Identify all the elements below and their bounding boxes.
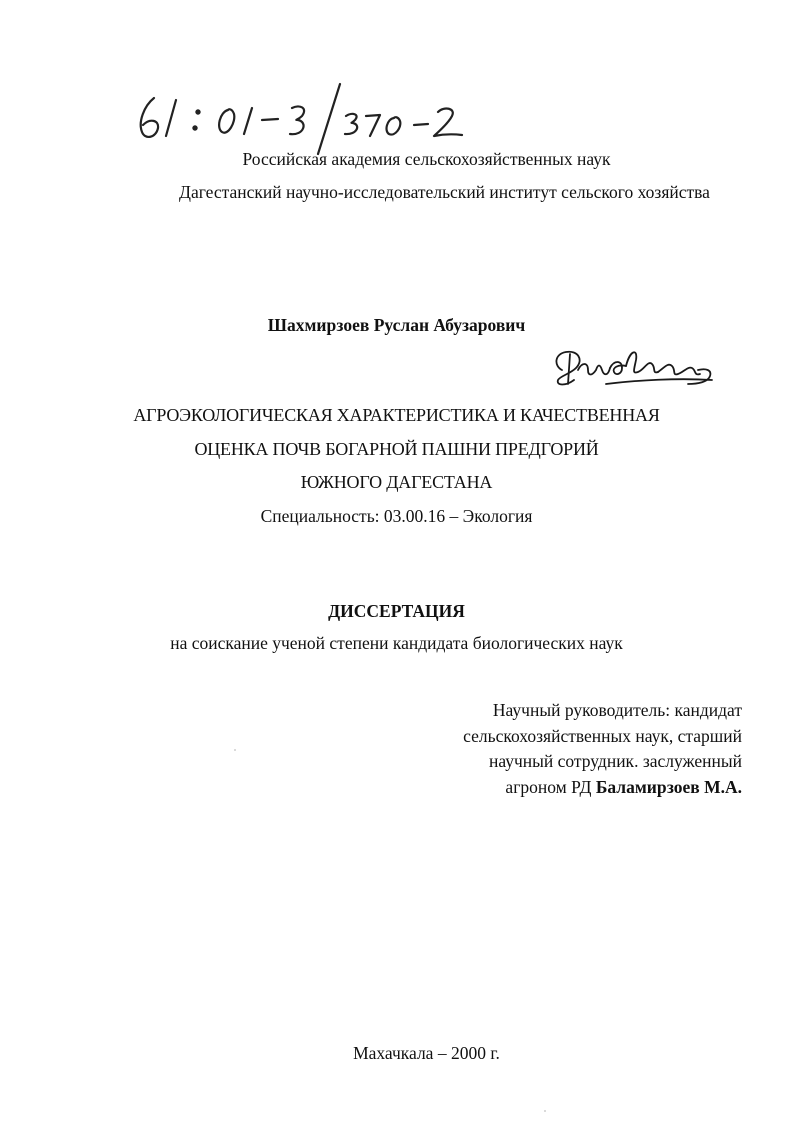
institute-name: Дагестанский научно-исследовательский институт сельского хозяйства xyxy=(179,182,710,202)
archive-code-handwriting xyxy=(132,78,482,158)
scan-speck xyxy=(234,749,236,751)
title-line-1: АГРОЭКОЛОГИЧЕСКАЯ ХАРАКТЕРИСТИКА И КАЧЕСТВЕННАЯ xyxy=(133,405,660,425)
title-line-3: ЮЖНОГО ДАГЕСТАНА xyxy=(300,472,493,492)
academy-name: Российская академия сельскохозяйственных наук xyxy=(242,149,611,169)
supervisor-line-4-prefix: агроном РД xyxy=(505,776,596,797)
supervisor-block xyxy=(402,698,742,800)
signature xyxy=(548,340,718,392)
document-type: ДИССЕРТАЦИЯ xyxy=(328,601,465,621)
author-name: Шахмирзоев Руслан Абузарович xyxy=(267,315,526,335)
specialty: Специальность: 03.00.16 – Экология xyxy=(260,506,533,526)
supervisor-line-1: Научный руководитель: кандидат xyxy=(492,700,742,720)
supervisor-name: Баламирзоев М.А. xyxy=(595,776,742,797)
archive-code xyxy=(132,78,482,158)
supervisor-line-2: сельскохозяйственных наук, старший xyxy=(463,725,742,746)
city-year: Махачкала – 2000 г. xyxy=(353,1043,500,1063)
supervisor-line-4 xyxy=(402,775,742,801)
signature-icon xyxy=(548,340,718,392)
title-line-2: ОЦЕНКА ПОЧВ БОГАРНОЙ ПАШНИ ПРЕДГОРИЙ xyxy=(194,439,599,459)
supervisor-line-3: научный сотрудник. заслуженный xyxy=(488,751,742,771)
degree-line: на соискание ученой степени кандидата биологических наук xyxy=(170,633,623,653)
scan-speck xyxy=(544,1110,546,1112)
